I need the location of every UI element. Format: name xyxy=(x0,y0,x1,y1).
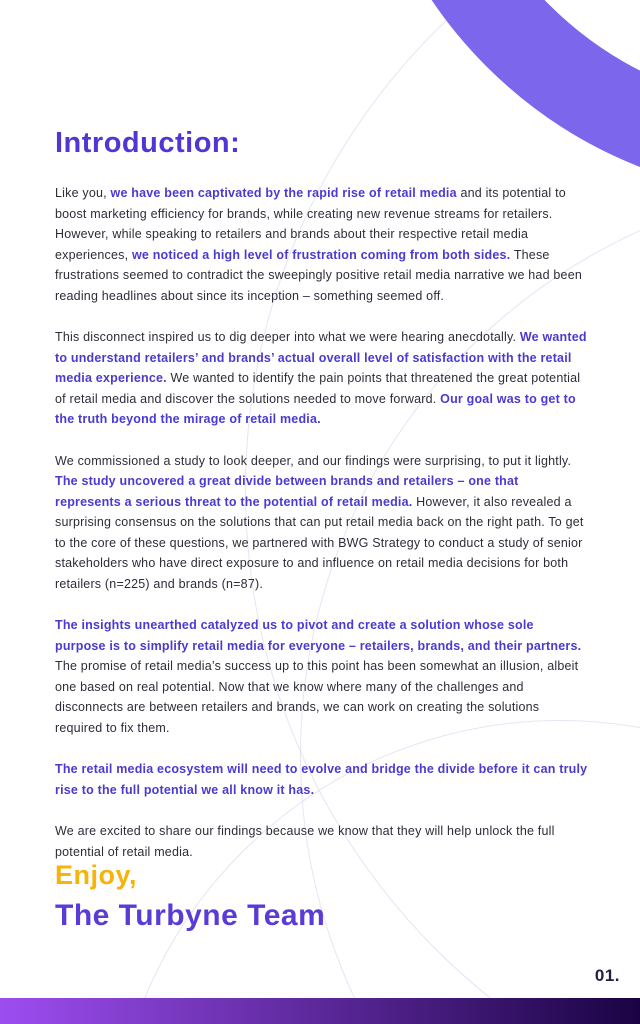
body-text: The promise of retail media’s success up to this point has been somewhat an illusion, albeit one based on real potential. Now that we know where many of the challenges and disconnects are between retailers and brands, we can work on creating the solutions required to fix them. xyxy=(55,659,579,735)
highlighted-text: The retail media ecosystem will need to evolve and bridge the divide before it can truly rise to the full potential we all know it has. xyxy=(55,762,588,797)
body-text: However, it also revealed a surprising consensus on the solutions that can put retail media back on the right path. To get to the core of these questions, we partnered with BWG Strategy to conduct a study of senior stakeholders who have direct exposure to and influence on retail media decisions for both retailers (n=225) and brands (n=87). xyxy=(55,494,584,591)
paragraph xyxy=(55,759,588,800)
paragraph xyxy=(55,327,588,430)
paragraph xyxy=(55,183,588,306)
paragraph xyxy=(55,451,588,595)
page-title: Introduction: xyxy=(55,127,241,160)
signature-enjoy: Enjoy, xyxy=(55,860,138,890)
paragraph xyxy=(55,615,588,738)
body-text: Like you, xyxy=(55,186,111,200)
footer-gradient-bar xyxy=(0,998,640,1024)
highlighted-text: The study uncovered a great divide between brands and retailers – one that represents a serious threat to the potential of retail media. xyxy=(55,474,519,509)
highlighted-text: The insights unearthed catalyzed us to pivot and create a solution whose sole purpose is to simplify retail media for everyone – retailers, brands, and their partners. xyxy=(55,618,582,653)
signature-team-name: The Turbyne Team xyxy=(55,899,326,932)
body-text: This disconnect inspired us to dig deeper into what we were hearing anecdotally. xyxy=(55,330,520,344)
body-text: These frustrations seemed to contradict the sweepingly positive retail media narrative we had been reading headlines about since its inception – something seemed off. xyxy=(55,247,583,303)
page-number: 01. xyxy=(594,966,620,985)
signature-block xyxy=(55,860,325,933)
highlighted-text: Our goal was to get to the truth beyond the mirage of retail media. xyxy=(55,391,576,426)
highlighted-text: We wanted to understand retailers’ and brands’ actual overall level of satisfaction with the retail media experience. xyxy=(55,330,587,385)
body-content xyxy=(55,183,588,883)
body-text: and its potential to boost marketing efficiency for brands, while creating new revenue streams for retailers. However, while speaking to retailers and brands about their respective retail media experiences, xyxy=(55,186,566,262)
body-text: We are excited to share our findings because we know that they will help unlock the full potential of retail media. xyxy=(55,824,555,859)
paragraph xyxy=(55,821,588,862)
body-text: We wanted to identify the pain points that threatened the great potential of retail media and discover the solutions needed to move forward. xyxy=(55,371,581,406)
highlighted-text: we noticed a high level of frustration coming from both sides. xyxy=(131,247,511,262)
body-text: We commissioned a study to look deeper, and our findings were surprising, to put it lightly. xyxy=(55,453,572,468)
highlighted-text: we have been captivated by the rapid rise of retail media xyxy=(110,186,457,200)
